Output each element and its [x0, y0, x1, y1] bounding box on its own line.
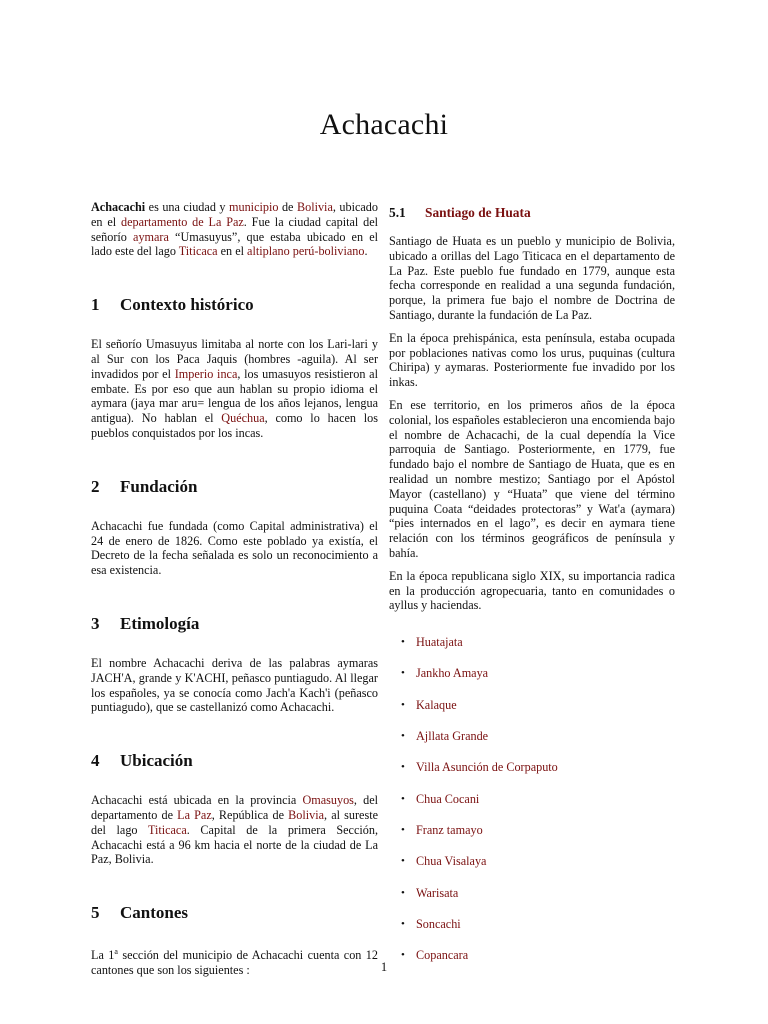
- intro-text: , ubicado en el: [91, 200, 378, 229]
- paragraph-text: . Capital de la primera Sección, Achacachi está a 96 km hacia el norte de la ciudad de La Paz, Bolivia.: [91, 822, 378, 867]
- heading-contexto-historico: [91, 295, 378, 315]
- heading-ubicacion: [91, 751, 378, 771]
- intro-text: en el: [217, 244, 248, 259]
- section-heading-text: Ubicación: [120, 751, 193, 771]
- section-heading-text: Fundación: [120, 476, 198, 496]
- section-number: 2: [91, 476, 100, 496]
- canton-link[interactable]: Copancara: [416, 948, 469, 963]
- bullet-icon: •: [401, 917, 405, 930]
- heading-cantones: [91, 903, 378, 923]
- intro-text: . Fue la ciudad capital del señorío: [91, 214, 378, 244]
- section-number: 5: [91, 903, 100, 923]
- canton-link[interactable]: Ajllata Grande: [416, 729, 489, 744]
- list-item: [389, 698, 675, 729]
- list-item: [389, 792, 675, 823]
- list-item: [389, 854, 675, 885]
- list-item: [389, 666, 675, 697]
- paragraph-text: , República de: [211, 807, 289, 822]
- huata-paragraph-4: En la época republicana siglo XIX, su importancia radica en la producción agropecuaria, tanto en comunidades o ayllus y haciendas.: [389, 568, 675, 613]
- bullet-icon: •: [401, 636, 405, 649]
- section-heading-text: Etimología: [120, 613, 200, 633]
- link-altiplano[interactable]: altiplano perú-boliviano: [247, 244, 365, 259]
- heading-etimologia: [91, 614, 378, 634]
- ubicacion-paragraph: [91, 793, 378, 867]
- link-imperio-inca[interactable]: Imperio inca: [174, 366, 238, 381]
- bullet-icon: •: [401, 730, 405, 743]
- link-bolivia[interactable]: Bolivia: [288, 807, 325, 822]
- section-number: 1: [91, 295, 100, 315]
- section-heading-text: Cantones: [120, 903, 189, 923]
- list-item: [389, 886, 675, 917]
- bullet-icon: •: [401, 761, 405, 774]
- intro-text: de: [278, 200, 297, 214]
- heading-santiago-de-huata: [389, 204, 675, 222]
- huata-paragraph-1: Santiago de Huata es un pueblo y municipio de Bolivia, ubicado a orillas del Lago Titicaca en el departamento de La Paz. Este pueblo fue fundado en 1779, aunque esta fecha corresponde en realidad a una segunda fundación, porque, la primera fue bajo el nombre de Doctrina de Santiago, durante la fundación de La Paz.: [389, 234, 675, 322]
- intro-text: .: [364, 244, 368, 259]
- paragraph-text: , como lo hacen los pueblos conquistados por los incas.: [91, 411, 378, 440]
- link-quechua[interactable]: Quéchua: [221, 411, 265, 426]
- intro-text: es una ciudad y: [145, 200, 230, 214]
- fundacion-paragraph: Achacachi fue fundada (como Capital administrativa) el 24 de enero de 1826. Como este poblado ya existía, el Decreto de la fecha señalada es solo un reconocimiento a esa existencia.: [91, 518, 378, 578]
- bullet-icon: •: [401, 886, 405, 899]
- bullet-icon: •: [401, 855, 405, 868]
- list-item: [389, 917, 675, 948]
- paragraph-text: sección del municipio de Achacachi cuenta con 12 cantones que son los siguientes :: [91, 948, 378, 977]
- section-number: 4: [91, 751, 100, 771]
- bullet-icon: •: [401, 823, 405, 836]
- link-titicaca[interactable]: Titicaca: [178, 244, 218, 259]
- etimologia-paragraph: El nombre Achacachi deriva de las palabras aymaras JACH'A, grande y K'ACHI, peñasco puntiagudo. Al llegar los españoles, ya se conocía como Jach'a Kach'i (peñasco puntiagudo), que se castellanizó como Achacachi.: [91, 655, 378, 715]
- canton-link[interactable]: Franz tamayo: [416, 822, 483, 837]
- contexto-paragraph: [91, 337, 378, 441]
- link-la-paz[interactable]: La Paz: [177, 807, 212, 822]
- bullet-icon: •: [401, 792, 405, 805]
- section-number: 3: [91, 613, 100, 633]
- huata-paragraph-3: En ese territorio, en los primeros años de la época colonial, los españoles establecieron una encomienda bajo el nombre de Achacachi, de la cual dependía la Vice parroquia de Santiago. Posteriormente, en 1779, fue fundado bajo el nombre de Santiago de Huata, que es en realidad un nombre mestizo; Santiago por el Apóstol Mayor (castellano) y “Huata” que viene del término puquina Coata “deidades protectoras” y Wat'a (aymara) “pies internados en el lago”, es decir en aymara tiene relación con los términos geográficos de península y bahía.: [389, 397, 675, 560]
- canton-link[interactable]: Villa Asunción de Corpaputo: [416, 760, 558, 775]
- link-omasuyos[interactable]: Omasuyos: [302, 793, 354, 808]
- intro-bold: Achacachi: [91, 200, 146, 214]
- bullet-icon: •: [401, 698, 405, 711]
- canton-link[interactable]: Jankho Amaya: [416, 666, 489, 681]
- subsection-heading-link[interactable]: Santiago de Huata: [425, 205, 531, 220]
- paragraph-text: , los umasuyos resistieron al embate. Es por eso que aun hablan su propio idioma el aymara (jaya mar aru= lengua de los años lejanos, lengua antigua). No hablan el: [91, 366, 378, 426]
- right-column: [389, 200, 675, 979]
- huata-paragraph-2: En la época prehispánica, esta península, estaba ocupada por poblaciones nativas como los urus, puquinas (cultura Chiripa) y aymaras. Posteriormente fue invadido por los inkas.: [389, 330, 675, 390]
- superscript: a: [114, 947, 118, 957]
- list-item: [389, 635, 675, 666]
- intro-text: “Umasuyus”, que estaba ubicado en el lado este del lago: [91, 229, 378, 259]
- link-titicaca[interactable]: Titicaca: [147, 822, 187, 837]
- paragraph-text: La 1: [91, 948, 115, 963]
- heading-fundacion: [91, 477, 378, 497]
- canton-link[interactable]: Chua Visalaya: [416, 854, 487, 869]
- canton-link[interactable]: Warisata: [416, 885, 459, 900]
- cantones-list: [389, 635, 675, 979]
- canton-link[interactable]: Soncachi: [416, 916, 461, 931]
- canton-link[interactable]: Chua Cocani: [416, 791, 480, 806]
- canton-link[interactable]: Huatajata: [416, 635, 463, 650]
- paragraph-text: , del departamento de: [91, 793, 379, 822]
- list-item: [389, 729, 675, 760]
- canton-link[interactable]: Kalaque: [416, 697, 457, 712]
- link-departamento-la-paz[interactable]: departamento de La Paz: [120, 214, 244, 229]
- link-municipio[interactable]: municipio: [229, 200, 279, 214]
- paragraph-text: El señorío Umasuyus limitaba al norte con los Lari-lari y al Sur con los Paca Jaquis (hombres -aguila). Al ser invadidos por el: [91, 337, 378, 381]
- intro-paragraph: [91, 200, 378, 259]
- list-item: [389, 760, 675, 791]
- paragraph-text: Achacachi está ubicada en la provincia: [91, 793, 303, 808]
- link-bolivia[interactable]: Bolivia: [296, 200, 333, 214]
- bullet-icon: •: [401, 667, 405, 680]
- left-column: [91, 200, 378, 986]
- paragraph-text: , al sureste del lago: [91, 807, 379, 837]
- page-number: 1: [380, 960, 388, 974]
- list-item: [389, 823, 675, 854]
- page-title: Achacachi: [319, 108, 449, 141]
- section-heading-text: Contexto histórico: [120, 295, 254, 315]
- subsection-number: 5.1: [389, 205, 406, 220]
- bullet-icon: •: [401, 949, 405, 962]
- link-aymara[interactable]: aymara: [133, 229, 169, 244]
